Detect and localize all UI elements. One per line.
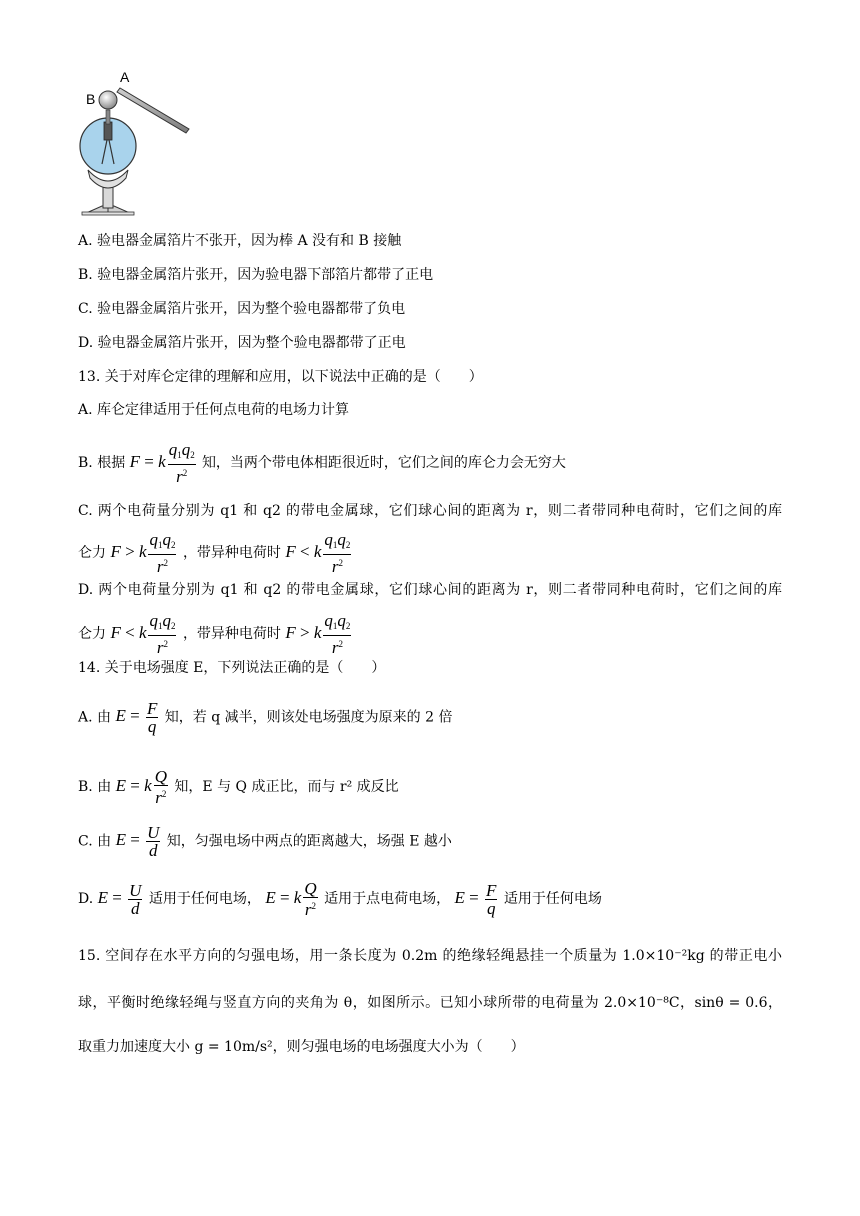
q14-option-d-text3: 适用于任何电场 bbox=[503, 890, 602, 907]
q14-option-d-text2: 适用于点电荷电场， bbox=[324, 890, 451, 907]
q13-option-c-mid: ，带异种电荷时 bbox=[182, 544, 281, 561]
formula-c-same: F > k $\frac{q_1q_2}{r^2}$ bbox=[110, 530, 176, 576]
q14-option-d bbox=[78, 880, 602, 918]
formula-e-f-q: E = $\frac{F}{q}$ bbox=[115, 699, 158, 736]
q12-option-d: D. 验电器金属箔片张开，因为整个验电器都带了正电 bbox=[78, 335, 406, 351]
metal-ball-b bbox=[99, 91, 117, 109]
formula-d-e-f-q: E = $\frac{F}{q}$ bbox=[454, 880, 497, 918]
q13-option-c-line2 bbox=[78, 531, 353, 575]
q14-option-a-text: 知，若 q 减半，则该处电场强度为原来的 2 倍 bbox=[164, 709, 453, 726]
q13-option-d-prefix: 仑力 bbox=[78, 625, 106, 642]
label-a: A bbox=[120, 69, 130, 85]
q14-option-d-prefix: D. bbox=[78, 890, 94, 907]
q14-option-c-text: 知，匀强电场中两点的距离越大，场强 E 越小 bbox=[166, 833, 452, 850]
formula-d-same: F < k $\frac{q_1q_2}{r^2}$ bbox=[110, 611, 176, 657]
formula-c-opposite: F < k $\frac{q_1q_2}{r^2}$ bbox=[285, 530, 351, 576]
formula-e-u-d: E = $\frac{U}{d}$ bbox=[115, 823, 160, 860]
formula-coulomb-b: F = k $\frac{q_1q_2}{r^2}$ bbox=[129, 440, 195, 486]
q12-option-a: A. 验电器金属箔片不张开，因为棒 A 没有和 B 接触 bbox=[78, 233, 402, 249]
q15-line2: 球，平衡时绝缘轻绳与竖直方向的夹角为 θ，如图所示。已知小球所带的电荷量为 2.0×10⁻⁸C，sinθ = 0.6， bbox=[78, 995, 782, 1011]
formula-e-kq-r2: E = k $\frac{Q}{r^2}$ bbox=[115, 767, 167, 807]
q13-option-c-prefix: 仑力 bbox=[78, 544, 106, 561]
label-b: B bbox=[86, 91, 96, 107]
electroscope-figure bbox=[74, 66, 199, 220]
q13-option-b-prefix: B. 根据 bbox=[78, 454, 126, 471]
q12-option-c: C. 验电器金属箔片张开，因为整个验电器都带了负电 bbox=[78, 301, 406, 317]
q14-option-b bbox=[78, 768, 399, 806]
q13-option-c-line1: C. 两个电荷量分别为 q1 和 q2 的带电金属球，它们球心间的距离为 r，则二者带同种电荷时，它们之间的库 bbox=[78, 503, 782, 519]
q13-option-b bbox=[78, 441, 566, 485]
q14-option-c-prefix: C. 由 bbox=[78, 833, 112, 850]
q14-stem: 14. 关于电场强度 E，下列说法正确的是（ ） bbox=[78, 660, 386, 676]
q15-line1: 15. 空间存在水平方向的匀强电场，用一条长度为 0.2m 的绝缘轻绳悬挂一个质量为 1.0×10⁻²kg 的带正电小 bbox=[78, 948, 782, 964]
q14-option-c bbox=[78, 824, 452, 859]
q12-option-b: B. 验电器金属箔片张开，因为验电器下部箔片都带了正电 bbox=[78, 267, 434, 283]
q13-option-d-mid: ，带异种电荷时 bbox=[182, 625, 281, 642]
q14-option-b-text: 知，E 与 Q 成正比，而与 r² 成反比 bbox=[174, 778, 399, 795]
q13-stem: 13. 关于对库仑定律的理解和应用，以下说法中正确的是（ ） bbox=[78, 369, 483, 385]
formula-d-e-kq-r2: E = k $\frac{Q}{r^2}$ bbox=[265, 879, 317, 919]
q13-option-a: A. 库仑定律适用于任何点电荷的电场力计算 bbox=[78, 402, 350, 418]
formula-d-e-u-d: E = $\frac{U}{d}$ bbox=[97, 880, 142, 918]
q14-option-d-text1: 适用于任何电场， bbox=[148, 890, 261, 907]
q15-line3: 取重力加速度大小 g = 10m/s²，则匀强电场的电场强度大小为（ ） bbox=[78, 1039, 525, 1055]
q13-option-d-line2 bbox=[78, 612, 353, 656]
formula-d-opposite: F > k $\frac{q_1q_2}{r^2}$ bbox=[285, 611, 351, 657]
q14-option-a bbox=[78, 700, 452, 735]
q14-option-a-prefix: A. 由 bbox=[78, 709, 112, 726]
q14-option-b-prefix: B. 由 bbox=[78, 778, 112, 795]
q13-option-d-line1: D. 两个电荷量分别为 q1 和 q2 的带电金属球，它们球心间的距离为 r，则二者带同种电荷时，它们之间的库 bbox=[78, 582, 782, 598]
q13-option-b-text: 知，当两个带电体相距很近时，它们之间的库仑力会无穷大 bbox=[201, 454, 566, 471]
